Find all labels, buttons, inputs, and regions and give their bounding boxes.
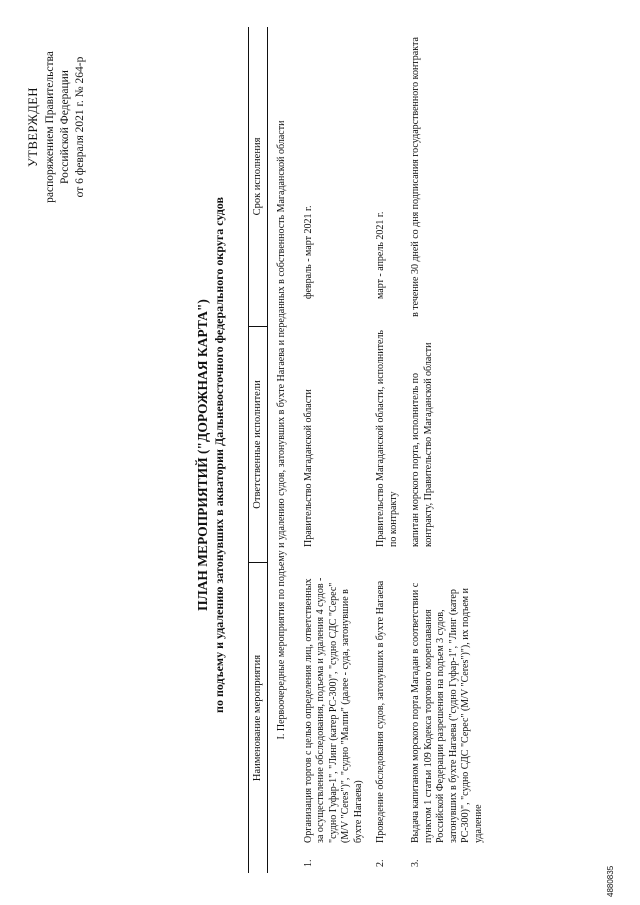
row-responsible: Правительство Магаданской области bbox=[302, 389, 314, 547]
approval-line: Российской Федерации bbox=[59, 70, 71, 184]
table-header bbox=[248, 27, 268, 873]
header-responsible: Ответственные исполнители bbox=[249, 327, 267, 563]
approval-stamp bbox=[26, 27, 88, 227]
row-activity: Проведение обследования судов, затонувших в бухте Нагаева bbox=[375, 580, 386, 843]
title-line-2: по подъему и удалению затонувших в акватории Дальневосточного федерального округа судов bbox=[212, 197, 226, 713]
row-responsible: капитан морского порта, исполнитель по контракту, Правительство Магаданской области bbox=[410, 342, 434, 547]
section-title: I. Первоочередные мероприятия по подъему и удалению судов, затонувших в бухте Нагаева и переданных в собственность Магаданской области bbox=[276, 120, 287, 740]
row-responsible: Правительство Магаданской области, исполнитель по контракту bbox=[375, 330, 399, 547]
approval-heading: УТВЕРЖДЕН bbox=[26, 87, 40, 167]
document-code: 4880835 bbox=[606, 865, 615, 897]
header-deadline: Срок исполнения bbox=[249, 27, 267, 327]
row-activity: Организация торгов с целью определения лиц, ответственных за осуществление обследования, подъема и удаления 4 судов - "судно Гуфар-1", "Линг (катер РС-300)", "судно СДС "Серес" (M/V "Ceres")", "судно "Малпи" (далее - суда, затонувшие в бухте Нагаева) bbox=[302, 577, 364, 843]
table-row bbox=[375, 27, 400, 873]
row-number: 3. bbox=[410, 859, 421, 867]
approval-line: от 6 февраля 2021 г. № 264-р bbox=[74, 56, 86, 198]
row-deadline: март - апрель 2021 г. bbox=[375, 211, 386, 299]
document-title bbox=[194, 45, 228, 865]
row-number: 2. bbox=[375, 859, 386, 867]
plan-table bbox=[248, 27, 485, 873]
table-row bbox=[303, 27, 366, 873]
row-number: 1. bbox=[302, 859, 314, 867]
row-deadline: в течение 30 дней со дня подписания государственного контракта bbox=[410, 37, 421, 317]
row-activity: Выдача капитаном морского порта Магадан в соответствии с пунктом 1 статьи 109 Кодекса торгового мореплавания Российской Федерации разрешения на подъем 3 судов, затонувших в бухте Нагаева ("судно Гуфар-1", "Линг (катер РС-300)", "судно СДС "Серес" (M/V "Ceres")"), их подъем и удаление bbox=[410, 582, 484, 843]
approval-line: распоряжением Правительства bbox=[44, 51, 56, 203]
header-activity: Наименование мероприятия bbox=[251, 654, 263, 782]
row-deadline: февраль - март 2021 г. bbox=[302, 205, 314, 299]
table-row bbox=[410, 27, 485, 873]
title-line-1: ПЛАН МЕРОПРИЯТИЙ ("ДОРОЖНАЯ КАРТА") bbox=[195, 299, 210, 611]
